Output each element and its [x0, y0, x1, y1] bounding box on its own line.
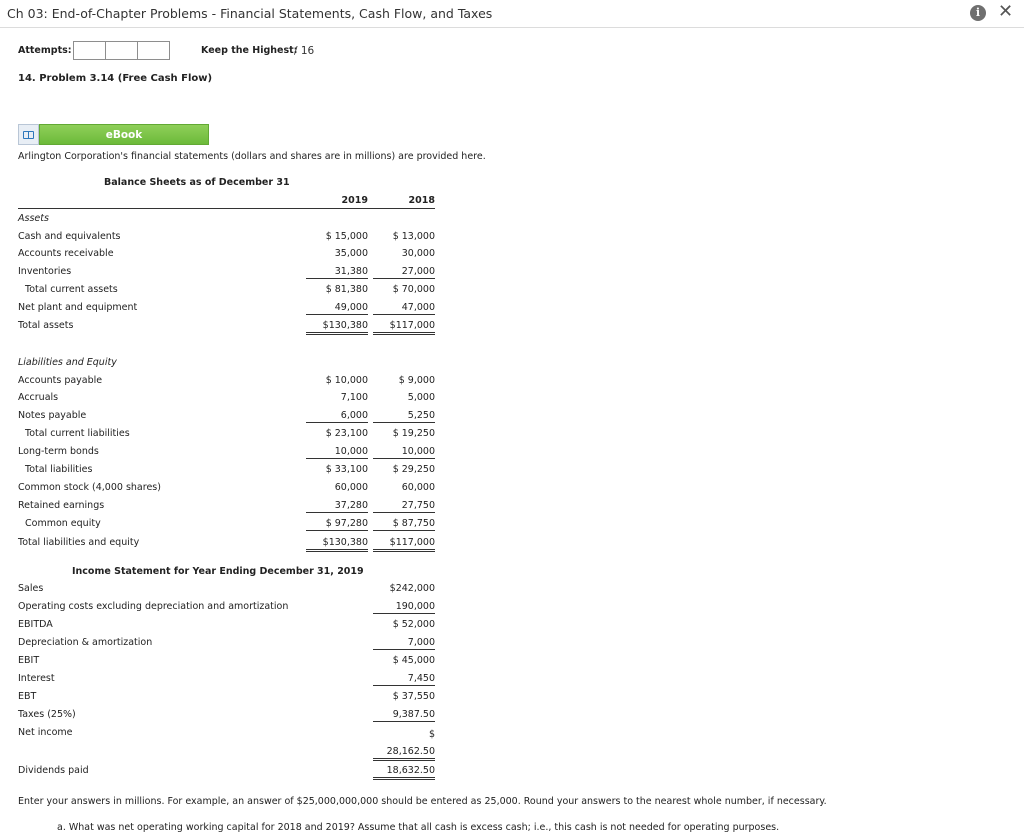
- row-label: Inventories: [18, 266, 72, 277]
- book-icon[interactable]: [18, 124, 39, 145]
- row-label: Accounts receivable: [18, 248, 114, 259]
- balance-sheet-title: Balance Sheets as of December 31: [104, 177, 290, 188]
- title-bar: [0, 0, 1024, 28]
- keep-highest-value: / 16: [294, 45, 315, 57]
- value: 7,450: [373, 673, 435, 686]
- keep-highest-label: Keep the Highest:: [201, 45, 298, 56]
- row-label: Long-term bonds: [18, 446, 99, 457]
- row-label: Retained earnings: [18, 500, 105, 511]
- value: 9,387.50: [373, 709, 435, 722]
- row-label: EBITDA: [18, 619, 53, 630]
- row-label: EBIT: [18, 655, 40, 666]
- assets-heading: Assets: [18, 213, 49, 224]
- question-a: a. What was net operating working capital for 2018 and 2019? Assume that all cash is excess cash; i.e., this cash is not needed for operating purposes.: [57, 822, 780, 833]
- value-2018: 27,000: [373, 266, 435, 279]
- value: 28,162.50: [373, 746, 435, 761]
- value-2019: $ 23,100: [325, 428, 368, 439]
- row-label: Common equity: [25, 518, 101, 529]
- value-2018: $117,000: [373, 537, 435, 552]
- liabilities-heading: Liabilities and Equity: [18, 357, 117, 368]
- window-title: Ch 03: End-of-Chapter Problems - Financial Statements, Cash Flow, and Taxes: [7, 6, 493, 21]
- value-2019: $ 97,280: [306, 518, 368, 531]
- row-label: Net plant and equipment: [18, 302, 138, 313]
- col-header-2019: 2019: [341, 195, 368, 206]
- value-2019: $130,380: [306, 320, 368, 335]
- value-2018: $117,000: [373, 320, 435, 335]
- value-2019: $ 81,380: [325, 284, 368, 295]
- value-2018: 27,750: [373, 500, 435, 513]
- row-label: Operating costs excluding depreciation and amortization: [18, 601, 289, 612]
- value: $: [428, 729, 435, 740]
- value-2019: $ 10,000: [325, 375, 368, 386]
- info-icon[interactable]: i: [970, 5, 986, 21]
- value-2019: 60,000: [334, 482, 368, 493]
- row-label: Taxes (25%): [18, 709, 76, 720]
- value: $242,000: [389, 583, 435, 594]
- value-2018: 47,000: [373, 302, 435, 315]
- ebook-button[interactable]: [18, 124, 209, 145]
- row-label: EBT: [18, 691, 37, 702]
- row-label: Total current liabilities: [25, 428, 130, 439]
- value: 7,000: [373, 637, 435, 650]
- value-2018: 5,000: [407, 392, 435, 403]
- value-2018: $ 87,750: [373, 518, 435, 531]
- value-2018: 60,000: [401, 482, 435, 493]
- value: $ 52,000: [392, 619, 435, 630]
- value: $ 37,550: [392, 691, 435, 702]
- value-2019: 31,380: [306, 266, 368, 279]
- value-2019: 6,000: [306, 410, 368, 423]
- value-2019: $ 15,000: [325, 231, 368, 242]
- row-label: Net income: [18, 727, 73, 738]
- attempt-box: [73, 41, 106, 60]
- header-rule: [18, 208, 435, 209]
- value-2019: $ 33,100: [325, 464, 368, 475]
- value-2018: 10,000: [373, 446, 435, 459]
- value-2019: 37,280: [306, 500, 368, 513]
- row-label: Total current assets: [25, 284, 118, 295]
- close-icon[interactable]: ✕: [998, 1, 1014, 22]
- row-label: Accounts payable: [18, 375, 103, 386]
- value-2018: $ 19,250: [392, 428, 435, 439]
- attempt-box: [105, 41, 138, 60]
- value-2018: 5,250: [373, 410, 435, 423]
- value: 18,632.50: [373, 765, 435, 780]
- value-2019: 7,100: [340, 392, 368, 403]
- value-2019: 35,000: [334, 248, 368, 259]
- intro-text: Arlington Corporation's financial statements (dollars and shares are in millions) are provided here.: [18, 151, 486, 162]
- income-statement-title: Income Statement for Year Ending December 31, 2019: [72, 566, 364, 577]
- value-2018: $ 13,000: [392, 231, 435, 242]
- problem-title: 14. Problem 3.14 (Free Cash Flow): [18, 73, 213, 84]
- value: $ 45,000: [392, 655, 435, 666]
- value-2018: $ 9,000: [398, 375, 435, 386]
- row-label: Accruals: [18, 392, 59, 403]
- value-2019: 10,000: [306, 446, 368, 459]
- col-header-2018: 2018: [408, 195, 435, 206]
- attempts-label: Attempts:: [18, 45, 72, 56]
- row-label: Common stock (4,000 shares): [18, 482, 161, 493]
- row-label: Sales: [18, 583, 44, 594]
- value-2018: 30,000: [401, 248, 435, 259]
- row-label: Total assets: [18, 320, 74, 331]
- row-label: Notes payable: [18, 410, 87, 421]
- row-label: Interest: [18, 673, 55, 684]
- row-label: Total liabilities and equity: [18, 537, 140, 548]
- value-2018: $ 70,000: [392, 284, 435, 295]
- row-label: Total liabilities: [25, 464, 93, 475]
- instructions-note: Enter your answers in millions. For example, an answer of $25,000,000,000 should be entered as 25,000. Round your answers to the nearest whole number, if necessary.: [18, 796, 827, 807]
- value: 190,000: [373, 601, 435, 614]
- row-label: Cash and equivalents: [18, 231, 121, 242]
- row-label: Depreciation & amortization: [18, 637, 153, 648]
- row-label: Dividends paid: [18, 765, 89, 776]
- value-2019: 49,000: [306, 302, 368, 315]
- attempt-box: [137, 41, 170, 60]
- value-2019: $130,380: [306, 537, 368, 552]
- ebook-label[interactable]: eBook: [39, 124, 209, 145]
- value-2018: $ 29,250: [392, 464, 435, 475]
- attempt-boxes: [73, 41, 169, 60]
